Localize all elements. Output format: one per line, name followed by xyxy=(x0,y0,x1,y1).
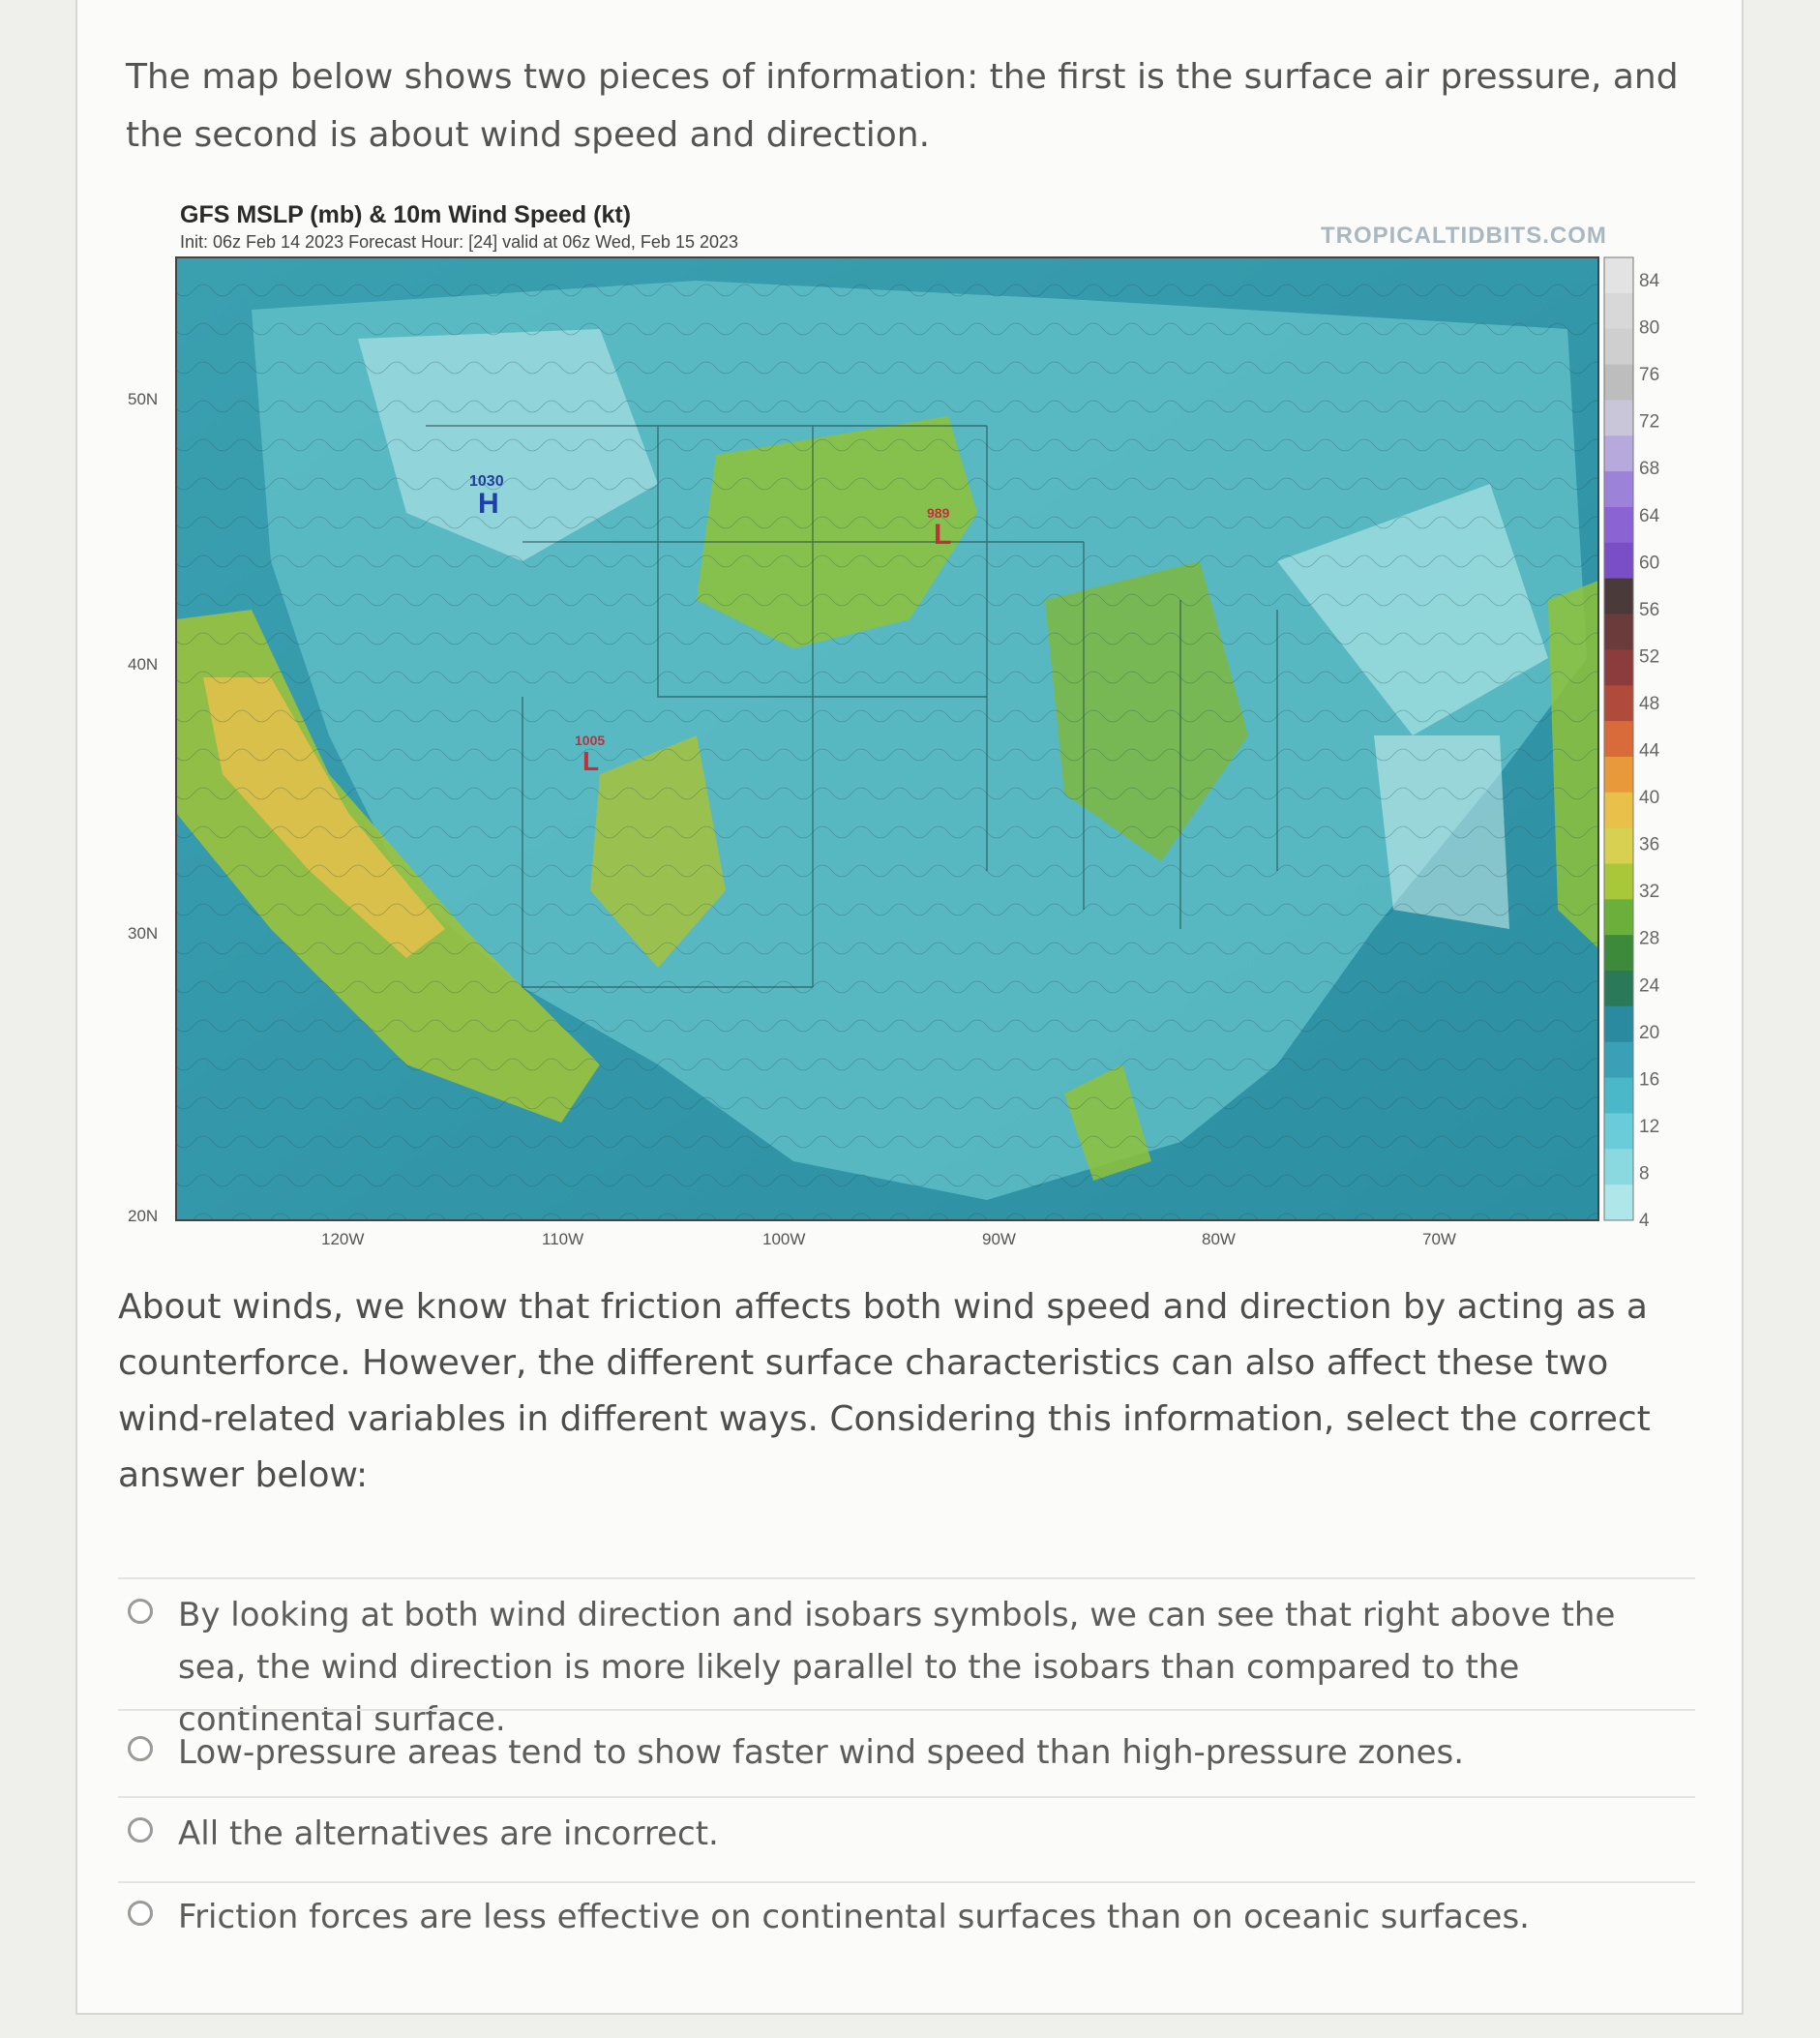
map-brand: TROPICALTIDBITS.COM xyxy=(1321,223,1607,249)
radio-button[interactable] xyxy=(128,1736,153,1761)
divider xyxy=(118,1577,1695,1579)
colorbar-segment xyxy=(1604,257,1633,293)
low-pressure-value: 989 xyxy=(927,505,950,521)
lon-label: 90W xyxy=(982,1230,1016,1248)
lon-label: 110W xyxy=(542,1230,584,1248)
colorbar-segment xyxy=(1604,579,1633,614)
answer-option[interactable] xyxy=(128,1726,1676,1779)
colorbar-segment xyxy=(1604,899,1633,935)
colorbar-tick-label: 60 xyxy=(1639,553,1660,574)
radio-button[interactable] xyxy=(128,1817,153,1843)
colorbar-segment xyxy=(1604,1149,1633,1184)
colorbar-segment xyxy=(1604,1184,1633,1220)
colorbar-tick-label: 24 xyxy=(1639,975,1660,997)
colorbar-segment xyxy=(1604,1078,1633,1114)
answer-option[interactable] xyxy=(128,1589,1676,1746)
colorbar-tick-label: 28 xyxy=(1639,928,1660,949)
colorbar-tick-label: 4 xyxy=(1639,1211,1650,1231)
map-subtitle: Init: 06z Feb 14 2023 Forecast Hour: [24] valid at 06z Wed, Feb 15 2023 xyxy=(180,232,739,252)
lon-label: 120W xyxy=(321,1230,365,1248)
radio-button[interactable] xyxy=(128,1599,153,1624)
colorbar-segment xyxy=(1604,1006,1633,1042)
colorbar-segment xyxy=(1604,649,1633,685)
answer-option[interactable] xyxy=(128,1891,1676,1943)
wind-speed-colorbar xyxy=(1604,257,1633,1221)
colorbar-segment xyxy=(1604,1042,1633,1078)
colorbar-segment xyxy=(1604,757,1633,793)
answer-option-label: All the alternatives are incorrect. xyxy=(178,1814,719,1853)
colorbar-segment xyxy=(1604,507,1633,543)
answer-option-label: Low-pressure areas tend to show faster wind speed than high-pressure zones. xyxy=(178,1733,1465,1772)
high-pressure-label: H xyxy=(478,488,499,520)
colorbar-segment xyxy=(1604,685,1633,721)
colorbar-segment xyxy=(1604,828,1633,864)
colorbar-tick-label: 48 xyxy=(1639,693,1660,714)
lon-label: 80W xyxy=(1202,1230,1236,1248)
colorbar-tick-label: 64 xyxy=(1639,505,1660,526)
divider xyxy=(118,1796,1695,1798)
colorbar-segment xyxy=(1604,400,1633,435)
lon-label: 100W xyxy=(762,1230,806,1248)
colorbar-segment xyxy=(1604,471,1633,507)
lat-label: 40N xyxy=(128,655,159,674)
colorbar-segment xyxy=(1604,293,1633,329)
map-title: GFS MSLP (mb) & 10m Wind Speed (kt) xyxy=(180,201,632,228)
colorbar-segment xyxy=(1604,971,1633,1006)
colorbar-tick-label: 84 xyxy=(1639,271,1660,291)
divider xyxy=(118,1709,1695,1711)
colorbar-segment xyxy=(1604,935,1633,971)
question-body: About winds, we know that friction affects both wind speed and direction by acting as a counterforce. However, the different surface characteristics can also affect these two wind-related variables in different ways. Considering this information, select the correct answer below: xyxy=(118,1287,1651,1495)
colorbar-tick-label: 80 xyxy=(1639,317,1660,339)
low-pressure-label: L xyxy=(934,519,952,551)
radio-button[interactable] xyxy=(128,1901,153,1926)
colorbar-tick-label: 44 xyxy=(1639,740,1660,762)
answer-option-label: By looking at both wind direction and isobars symbols, we can see that right above the sea, the wind direction is more likely parallel to the isobars than compared to the continental surface. xyxy=(178,1596,1616,1739)
lat-label: 30N xyxy=(128,924,159,943)
answer-option-label: Friction forces are less effective on continental surfaces than on oceanic surfaces. xyxy=(178,1898,1530,1936)
colorbar-segment xyxy=(1604,793,1633,828)
colorbar-tick-label: 72 xyxy=(1639,411,1660,433)
colorbar-segment xyxy=(1604,329,1633,365)
high-pressure-value: 1030 xyxy=(469,473,504,490)
low-pressure-value: 1005 xyxy=(575,733,606,748)
colorbar-labels xyxy=(1639,271,1660,1231)
colorbar-tick-label: 68 xyxy=(1639,459,1660,480)
colorbar-segment xyxy=(1604,863,1633,899)
colorbar-tick-label: 36 xyxy=(1639,834,1660,855)
colorbar-segment xyxy=(1604,721,1633,757)
weather-map-figure xyxy=(116,194,1664,1258)
isobar-lines xyxy=(176,257,1598,1220)
colorbar-tick-label: 52 xyxy=(1639,646,1660,668)
divider xyxy=(118,1881,1695,1883)
colorbar-tick-label: 40 xyxy=(1639,788,1660,809)
lat-label: 20N xyxy=(128,1207,159,1225)
low-pressure-label: L xyxy=(582,746,600,776)
lon-label: 70W xyxy=(1422,1230,1456,1248)
colorbar-tick-label: 8 xyxy=(1639,1163,1650,1184)
answer-option[interactable] xyxy=(128,1808,1676,1860)
colorbar-tick-label: 56 xyxy=(1639,599,1660,620)
colorbar-segment xyxy=(1604,1113,1633,1149)
weather-map-svg xyxy=(116,194,1664,1258)
colorbar-tick-label: 76 xyxy=(1639,365,1660,386)
colorbar-tick-label: 20 xyxy=(1639,1022,1660,1043)
colorbar-segment xyxy=(1604,543,1633,579)
colorbar-segment xyxy=(1604,365,1633,401)
question-intro: The map below shows two pieces of information: the first is the surface air pressure, and the second is about wind speed and direction. xyxy=(126,57,1679,155)
colorbar-tick-label: 16 xyxy=(1639,1069,1660,1091)
colorbar-segment xyxy=(1604,614,1633,650)
colorbar-segment xyxy=(1604,435,1633,471)
colorbar-tick-label: 32 xyxy=(1639,882,1660,903)
colorbar-tick-label: 12 xyxy=(1639,1116,1660,1137)
lat-label: 50N xyxy=(128,390,159,408)
